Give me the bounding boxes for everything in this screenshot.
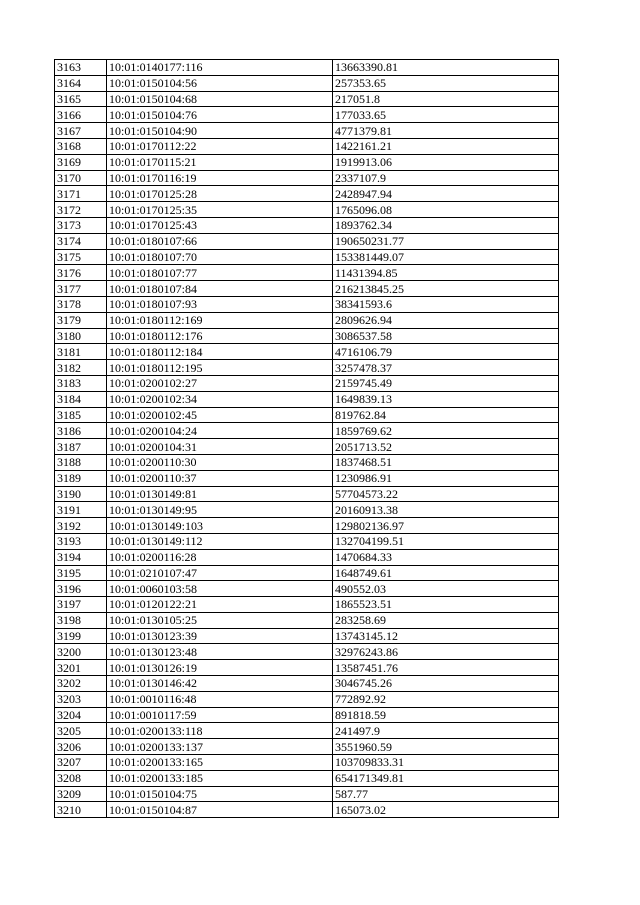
row-number-cell: 3177 xyxy=(55,281,107,297)
value-cell: 13587451.76 xyxy=(333,660,559,676)
table-row xyxy=(55,281,559,297)
value-cell: 891818.59 xyxy=(333,707,559,723)
cadastral-number-cell: 10:01:0180107:66 xyxy=(107,233,333,249)
row-number-cell: 3170 xyxy=(55,170,107,186)
cadastral-number-cell: 10:01:0150104:76 xyxy=(107,107,333,123)
table-row xyxy=(55,597,559,613)
table-row xyxy=(55,660,559,676)
table-row xyxy=(55,486,559,502)
table-row xyxy=(55,375,559,391)
value-cell: 1837468.51 xyxy=(333,454,559,470)
row-number-cell: 3199 xyxy=(55,628,107,644)
cadastral-number-cell: 10:01:0130146:42 xyxy=(107,676,333,692)
row-number-cell: 3209 xyxy=(55,786,107,802)
value-cell: 38341593.6 xyxy=(333,296,559,312)
table-row xyxy=(55,75,559,91)
row-number-cell: 3173 xyxy=(55,217,107,233)
table-row xyxy=(55,439,559,455)
row-number-cell: 3168 xyxy=(55,138,107,154)
value-cell: 4716106.79 xyxy=(333,344,559,360)
cadastral-number-cell: 10:01:0130126:19 xyxy=(107,660,333,676)
row-number-cell: 3194 xyxy=(55,549,107,565)
cadastral-number-cell: 10:01:0130123:39 xyxy=(107,628,333,644)
table-row xyxy=(55,186,559,202)
cadastral-number-cell: 10:01:0130149:81 xyxy=(107,486,333,502)
table-row xyxy=(55,786,559,802)
table-row xyxy=(55,581,559,597)
cadastral-number-cell: 10:01:0180107:77 xyxy=(107,265,333,281)
row-number-cell: 3205 xyxy=(55,723,107,739)
table-row xyxy=(55,344,559,360)
value-cell: 772892.92 xyxy=(333,691,559,707)
value-cell: 1865523.51 xyxy=(333,597,559,613)
value-cell: 13743145.12 xyxy=(333,628,559,644)
row-number-cell: 3210 xyxy=(55,802,107,818)
table-row xyxy=(55,454,559,470)
value-cell: 654171349.81 xyxy=(333,770,559,786)
value-cell: 103709833.31 xyxy=(333,755,559,771)
cadastral-number-cell: 10:01:0150104:56 xyxy=(107,75,333,91)
cadastral-number-cell: 10:01:0200133:118 xyxy=(107,723,333,739)
table-row xyxy=(55,518,559,534)
row-number-cell: 3166 xyxy=(55,107,107,123)
value-cell: 257353.65 xyxy=(333,75,559,91)
cadastral-number-cell: 10:01:0170112:22 xyxy=(107,138,333,154)
value-cell: 3257478.37 xyxy=(333,360,559,376)
value-cell: 283258.69 xyxy=(333,612,559,628)
row-number-cell: 3164 xyxy=(55,75,107,91)
row-number-cell: 3201 xyxy=(55,660,107,676)
table-row xyxy=(55,312,559,328)
table-row xyxy=(55,549,559,565)
cadastral-number-cell: 10:01:0200104:31 xyxy=(107,439,333,455)
row-number-cell: 3198 xyxy=(55,612,107,628)
row-number-cell: 3186 xyxy=(55,423,107,439)
cadastral-number-cell: 10:01:0170115:21 xyxy=(107,154,333,170)
value-cell: 165073.02 xyxy=(333,802,559,818)
row-number-cell: 3182 xyxy=(55,360,107,376)
row-number-cell: 3206 xyxy=(55,739,107,755)
cadastral-number-cell: 10:01:0200102:27 xyxy=(107,375,333,391)
row-number-cell: 3189 xyxy=(55,470,107,486)
table-row xyxy=(55,249,559,265)
value-cell: 1470684.33 xyxy=(333,549,559,565)
row-number-cell: 3169 xyxy=(55,154,107,170)
table-row xyxy=(55,612,559,628)
row-number-cell: 3181 xyxy=(55,344,107,360)
table-row xyxy=(55,707,559,723)
table-row xyxy=(55,423,559,439)
table-row xyxy=(55,107,559,123)
table-row xyxy=(55,60,559,76)
cadastral-number-cell: 10:01:0150104:75 xyxy=(107,786,333,802)
row-number-cell: 3178 xyxy=(55,296,107,312)
cadastral-number-cell: 10:01:0170125:28 xyxy=(107,186,333,202)
value-cell: 587.77 xyxy=(333,786,559,802)
row-number-cell: 3185 xyxy=(55,407,107,423)
value-cell: 216213845.25 xyxy=(333,281,559,297)
table-row xyxy=(55,233,559,249)
row-number-cell: 3202 xyxy=(55,676,107,692)
cadastral-number-cell: 10:01:0180107:93 xyxy=(107,296,333,312)
value-cell: 1919913.06 xyxy=(333,154,559,170)
cadastral-number-cell: 10:01:0180112:184 xyxy=(107,344,333,360)
table-row xyxy=(55,154,559,170)
value-cell: 1765096.08 xyxy=(333,202,559,218)
table-row xyxy=(55,802,559,818)
cadastral-number-cell: 10:01:0130105:25 xyxy=(107,612,333,628)
row-number-cell: 3176 xyxy=(55,265,107,281)
value-cell: 1649839.13 xyxy=(333,391,559,407)
row-number-cell: 3195 xyxy=(55,565,107,581)
cadastral-number-cell: 10:01:0010117:59 xyxy=(107,707,333,723)
table-row xyxy=(55,723,559,739)
cadastral-number-cell: 10:01:0010116:48 xyxy=(107,691,333,707)
row-number-cell: 3165 xyxy=(55,91,107,107)
row-number-cell: 3175 xyxy=(55,249,107,265)
cadastral-number-cell: 10:01:0170125:35 xyxy=(107,202,333,218)
row-number-cell: 3180 xyxy=(55,328,107,344)
cadastral-number-cell: 10:01:0060103:58 xyxy=(107,581,333,597)
cadastral-number-cell: 10:01:0200116:28 xyxy=(107,549,333,565)
row-number-cell: 3183 xyxy=(55,375,107,391)
cadastral-number-cell: 10:01:0150104:68 xyxy=(107,91,333,107)
table-row xyxy=(55,360,559,376)
row-number-cell: 3163 xyxy=(55,60,107,76)
value-cell: 3086537.58 xyxy=(333,328,559,344)
cadastral-number-cell: 10:01:0200110:37 xyxy=(107,470,333,486)
row-number-cell: 3208 xyxy=(55,770,107,786)
table-row xyxy=(55,644,559,660)
value-cell: 1230986.91 xyxy=(333,470,559,486)
table-row xyxy=(55,407,559,423)
cadastral-number-cell: 10:01:0150104:87 xyxy=(107,802,333,818)
value-cell: 241497.9 xyxy=(333,723,559,739)
cadastral-number-cell: 10:01:0140177:116 xyxy=(107,60,333,76)
table-row xyxy=(55,770,559,786)
cadastral-number-cell: 10:01:0180112:195 xyxy=(107,360,333,376)
row-number-cell: 3200 xyxy=(55,644,107,660)
value-cell: 11431394.85 xyxy=(333,265,559,281)
row-number-cell: 3193 xyxy=(55,533,107,549)
cadastral-number-cell: 10:01:0120122:21 xyxy=(107,597,333,613)
table-row xyxy=(55,170,559,186)
row-number-cell: 3172 xyxy=(55,202,107,218)
cadastral-number-cell: 10:01:0130149:103 xyxy=(107,518,333,534)
value-cell: 490552.03 xyxy=(333,581,559,597)
table-row xyxy=(55,328,559,344)
row-number-cell: 3167 xyxy=(55,123,107,139)
row-number-cell: 3196 xyxy=(55,581,107,597)
table-row xyxy=(55,676,559,692)
value-cell: 1893762.34 xyxy=(333,217,559,233)
table-row xyxy=(55,470,559,486)
cadastral-number-cell: 10:01:0180107:70 xyxy=(107,249,333,265)
row-number-cell: 3174 xyxy=(55,233,107,249)
value-cell: 819762.84 xyxy=(333,407,559,423)
cadastral-number-cell: 10:01:0210107:47 xyxy=(107,565,333,581)
table-row xyxy=(55,628,559,644)
value-cell: 1422161.21 xyxy=(333,138,559,154)
cadastral-number-cell: 10:01:0130149:112 xyxy=(107,533,333,549)
cadastral-number-cell: 10:01:0170116:19 xyxy=(107,170,333,186)
value-cell: 129802136.97 xyxy=(333,518,559,534)
value-cell: 132704199.51 xyxy=(333,533,559,549)
value-cell: 1859769.62 xyxy=(333,423,559,439)
value-cell: 217051.8 xyxy=(333,91,559,107)
cadastral-number-cell: 10:01:0170125:43 xyxy=(107,217,333,233)
value-cell: 2159745.49 xyxy=(333,375,559,391)
row-number-cell: 3192 xyxy=(55,518,107,534)
table-row xyxy=(55,533,559,549)
row-number-cell: 3191 xyxy=(55,502,107,518)
table-row xyxy=(55,502,559,518)
cadastral-number-cell: 10:01:0200133:137 xyxy=(107,739,333,755)
table-row xyxy=(55,91,559,107)
table-row xyxy=(55,123,559,139)
table-row xyxy=(55,296,559,312)
table-row xyxy=(55,691,559,707)
value-cell: 57704573.22 xyxy=(333,486,559,502)
row-number-cell: 3203 xyxy=(55,691,107,707)
table-row xyxy=(55,202,559,218)
table-body xyxy=(55,60,559,818)
table-row xyxy=(55,138,559,154)
value-cell: 2337107.9 xyxy=(333,170,559,186)
table-row xyxy=(55,739,559,755)
row-number-cell: 3184 xyxy=(55,391,107,407)
row-number-cell: 3190 xyxy=(55,486,107,502)
value-cell: 20160913.38 xyxy=(333,502,559,518)
row-number-cell: 3204 xyxy=(55,707,107,723)
row-number-cell: 3188 xyxy=(55,454,107,470)
cadastral-number-cell: 10:01:0150104:90 xyxy=(107,123,333,139)
cadastral-number-cell: 10:01:0180107:84 xyxy=(107,281,333,297)
row-number-cell: 3171 xyxy=(55,186,107,202)
value-cell: 1648749.61 xyxy=(333,565,559,581)
cadastral-number-cell: 10:01:0200102:34 xyxy=(107,391,333,407)
value-cell: 177033.65 xyxy=(333,107,559,123)
table-row xyxy=(55,265,559,281)
table-row xyxy=(55,217,559,233)
cadastral-number-cell: 10:01:0130149:95 xyxy=(107,502,333,518)
value-cell: 13663390.81 xyxy=(333,60,559,76)
value-cell: 3551960.59 xyxy=(333,739,559,755)
cadastral-number-cell: 10:01:0180112:169 xyxy=(107,312,333,328)
value-cell: 190650231.77 xyxy=(333,233,559,249)
value-cell: 153381449.07 xyxy=(333,249,559,265)
value-cell: 4771379.81 xyxy=(333,123,559,139)
row-number-cell: 3187 xyxy=(55,439,107,455)
value-cell: 32976243.86 xyxy=(333,644,559,660)
row-number-cell: 3197 xyxy=(55,597,107,613)
value-cell: 2809626.94 xyxy=(333,312,559,328)
value-cell: 3046745.26 xyxy=(333,676,559,692)
cadastral-number-cell: 10:01:0200104:24 xyxy=(107,423,333,439)
cadastral-number-cell: 10:01:0180112:176 xyxy=(107,328,333,344)
row-number-cell: 3179 xyxy=(55,312,107,328)
row-number-cell: 3207 xyxy=(55,755,107,771)
table-row xyxy=(55,755,559,771)
value-cell: 2428947.94 xyxy=(333,186,559,202)
cadastral-value-table xyxy=(54,59,559,818)
table-row xyxy=(55,391,559,407)
table-row xyxy=(55,565,559,581)
cadastral-number-cell: 10:01:0200102:45 xyxy=(107,407,333,423)
value-cell: 2051713.52 xyxy=(333,439,559,455)
cadastral-number-cell: 10:01:0130123:48 xyxy=(107,644,333,660)
cadastral-number-cell: 10:01:0200133:165 xyxy=(107,755,333,771)
cadastral-number-cell: 10:01:0200133:185 xyxy=(107,770,333,786)
cadastral-number-cell: 10:01:0200110:30 xyxy=(107,454,333,470)
